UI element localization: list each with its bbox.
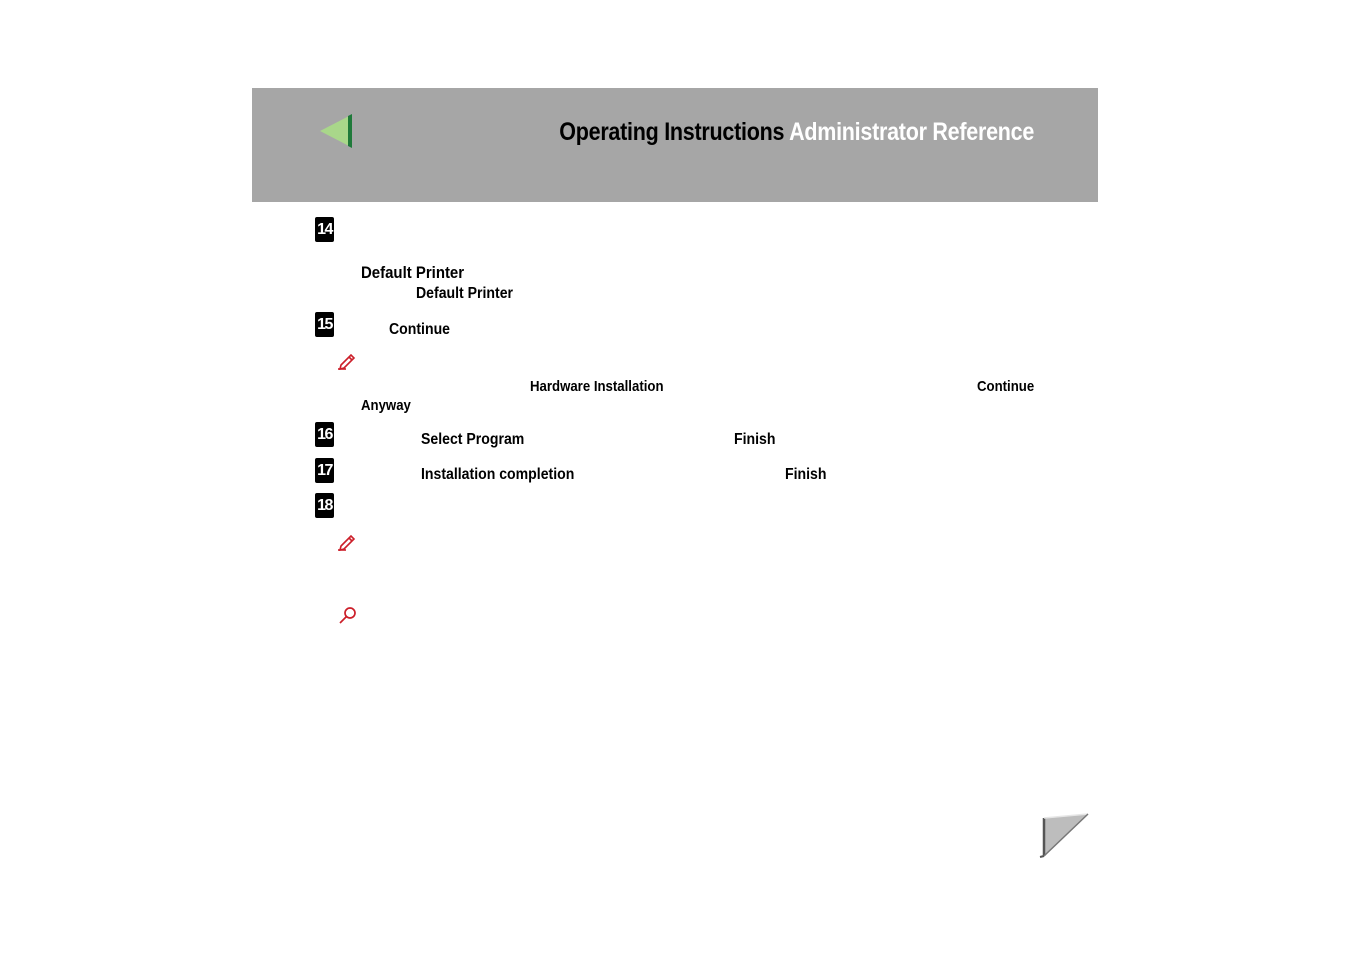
step-number-17: 17 bbox=[315, 458, 334, 483]
note1-term-hardware-installation: Hardware Installation bbox=[530, 378, 664, 395]
step16-term-finish: Finish bbox=[734, 431, 776, 448]
title-operating-instructions[interactable]: Operating Instructions bbox=[559, 118, 785, 146]
step17-term-finish: Finish bbox=[785, 466, 827, 483]
pencil-note-icon bbox=[337, 533, 357, 551]
pencil-note-icon bbox=[337, 352, 357, 370]
step16-term-select-program: Select Program bbox=[421, 431, 525, 448]
note1-term-anyway: Anyway bbox=[361, 397, 411, 414]
next-page-button[interactable] bbox=[1038, 812, 1090, 858]
step-number-16: 16 bbox=[315, 422, 334, 447]
note1-term-continue: Continue bbox=[977, 378, 1035, 395]
step14-term-default-printer: Default Printer bbox=[361, 263, 465, 282]
step-number-18: 18 bbox=[315, 493, 334, 518]
step14-term-default-printer-2: Default Printer bbox=[416, 285, 514, 302]
page-corner-next-icon bbox=[1038, 812, 1090, 858]
back-button[interactable] bbox=[318, 114, 354, 150]
step-number-14: 14 bbox=[315, 217, 334, 242]
page-title bbox=[559, 118, 1034, 147]
step-number-15: 15 bbox=[315, 312, 334, 337]
step15-term-continue: Continue bbox=[389, 321, 451, 338]
title-administrator-reference[interactable]: Administrator Reference bbox=[789, 118, 1034, 146]
step17-term-installation-completion: Installation completion bbox=[421, 466, 575, 483]
magnifier-icon bbox=[338, 606, 358, 626]
triangle-left-icon bbox=[318, 114, 354, 150]
